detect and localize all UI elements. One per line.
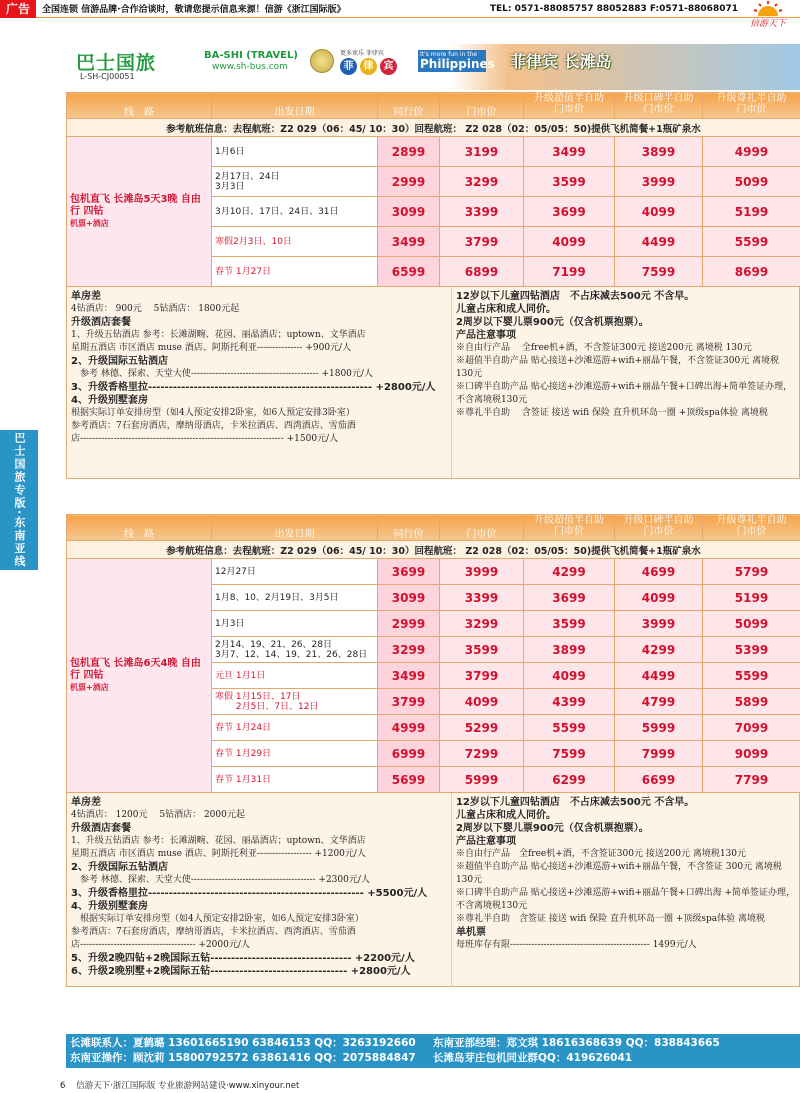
route-subtitle: 机票+酒店: [70, 218, 109, 228]
upgrade1-price: 4099: [524, 663, 615, 689]
xinyou-logo: [740, 0, 796, 36]
upgrade3-price: 8699: [703, 257, 800, 287]
note-line: 单房差: [71, 797, 101, 808]
upgrade2-price: 4099: [615, 197, 703, 227]
peer-price: 3799: [378, 689, 440, 715]
fun-philippines-logo: [418, 50, 495, 72]
note-line: 产品注意事项: [455, 330, 516, 341]
header-label: 升级口碑半自助: [623, 93, 694, 104]
peer-price: 3699: [378, 559, 440, 585]
bashi-logo: [76, 48, 298, 75]
note-line: ※自由行产品 全free机+酒，不含签证300元 接送200元 离境税 130元: [455, 343, 752, 353]
upgrade3-price: 9099: [703, 741, 800, 767]
note-line: 3、升级香格里拉---------------------------------------------------- +5500元/人: [71, 888, 428, 899]
peer-price: 4999: [378, 715, 440, 741]
footer-text: 信游天下·浙江国际版 专业旅游网站建设·www.xinyour.net: [76, 1081, 300, 1091]
date-line: 春节 1月31日: [215, 774, 272, 785]
upgrade2-price: 5999: [615, 715, 703, 741]
contact-operator: 东南亚操作：顾沈莉 15800792572 63861416 QQ：2075884847: [70, 1052, 416, 1064]
departure-date: [212, 137, 378, 167]
note-line: 升级酒店套餐: [71, 823, 131, 834]
destination-title: 菲律宾 长滩岛: [510, 52, 612, 71]
departure-date: [212, 197, 378, 227]
note-line: 根据实际订单安排房型（如4人预定安排2卧室，如6人预定安排3卧室）: [71, 408, 355, 418]
upgrade3-header: [703, 515, 800, 541]
retail-price: 4099: [440, 689, 524, 715]
note-line: 5、升级2晚四钻+2晚国际五钻---------------------------------- +2200元/人: [71, 953, 415, 964]
note-line: 12岁以下儿童四钻酒店 不占床减去500元 不含早。: [455, 797, 695, 808]
ph-char: 律: [360, 58, 377, 75]
upgrade3-header: [703, 93, 800, 119]
upgrade2-price: 4799: [615, 689, 703, 715]
peer-price: 3299: [378, 637, 440, 663]
note-line: 参考 林德、探索、天堂大使------------------------------------------ +1800元/人: [71, 369, 373, 379]
contact-tel: TEL: 0571-88085757 88052883 F:0571-88068071: [489, 3, 738, 14]
retail-price: 3799: [440, 663, 524, 689]
upgrade3-price: 5199: [703, 585, 800, 611]
date-line: 1月3日: [215, 618, 245, 629]
note-line: 2周岁以下婴儿票900元（仅含机票抱票）。: [455, 823, 649, 834]
price-table: [66, 514, 800, 793]
upgrade3-price: 5099: [703, 611, 800, 637]
top-ad-bar: [0, 0, 800, 18]
note-line: 4钻酒店： 1200元 5钻酒店： 2000元起: [71, 810, 245, 820]
product-block-5d3n: [66, 92, 800, 479]
route-label: [67, 137, 212, 287]
departure-date: [212, 741, 378, 767]
route-title: 包机直飞 长滩岛5天3晚 自由行 四钻: [70, 193, 201, 217]
flight-info: 参考航班信息：去程航班：Z2 029（06：45/ 10：30）回程航班： Z2 028（02：05/05：50)提供飞机简餐+1瓶矿泉水: [67, 541, 800, 559]
note-line: 1、升级五钻酒店 参考：长滩湖畹、花园、丽晶酒店；uptown、文华酒店: [71, 330, 366, 340]
upgrade3-price: 7799: [703, 767, 800, 793]
peer-price: 3499: [378, 663, 440, 689]
note-line: 1、升级五钻酒店 参考：长滩湖畹、花园、丽晶酒店；uptown、文华酒店: [71, 836, 366, 846]
header-label: 门市价: [554, 104, 584, 115]
peer-price: 2899: [378, 137, 440, 167]
date-line: 春节 1月27日: [215, 266, 272, 277]
departure-date: [212, 767, 378, 793]
fun-big: Philippines: [420, 57, 495, 71]
note-line: ※口碑半自助产品 贴心接送+沙滩巡游+wifi+丽晶午餐+口碑出海 +简单签证办理，不含离境税130元: [455, 888, 795, 911]
note-line: 4钻酒店： 900元 5钻酒店： 1800元起: [71, 304, 240, 314]
departure-date: [212, 585, 378, 611]
date-line: 元旦 1月1日: [215, 670, 266, 681]
note-line: 星期五酒店 市区酒店 muse 酒店、阿斯托利亚------------------ +1200元/人: [71, 849, 366, 859]
note-line: 参考酒店：7石套房酒店，摩纳哥酒店，卡米拉酒店、西湾酒店、雪茄酒: [71, 421, 356, 431]
note-line: 升级酒店套餐: [71, 317, 131, 328]
note-line: 单机票: [455, 927, 486, 938]
license-no: L-SH-CJ00051: [80, 72, 135, 81]
upgrade2-price: 7999: [615, 741, 703, 767]
upgrade2-price: 6699: [615, 767, 703, 793]
departure-date: [212, 663, 378, 689]
retail-price: 6899: [440, 257, 524, 287]
ad-text: 全国连锁 信游品牌·合作洽谈时，敬请您提示信息来源！信游《浙江国际版》: [42, 5, 346, 15]
upgrade2-price: 7599: [615, 257, 703, 287]
note-line: 2、升级国际五钻酒店: [71, 862, 168, 873]
retail-price: 3199: [440, 137, 524, 167]
retail-price: 3299: [440, 167, 524, 197]
note-line: 4、升级别墅套房: [71, 395, 148, 406]
retail-price: 3299: [440, 611, 524, 637]
ph-chars: [340, 58, 397, 75]
header-label: 升级口碑半自助: [623, 515, 694, 526]
note-line: 3、升级香格里拉------------------------------------------------------ +2800元/人: [71, 382, 436, 393]
note-line: 2周岁以下婴儿票900元（仅含机票抱票）。: [455, 317, 649, 328]
peer-price: 3099: [378, 197, 440, 227]
note-line: ※自由行产品 全free机+酒，不含签证300元 接送200元 离境税130元: [455, 849, 747, 859]
notes-section: [66, 287, 800, 479]
departure-date: [212, 637, 378, 663]
retail-price: 3799: [440, 227, 524, 257]
date-line: 2月14、19、21、26、28日: [215, 639, 332, 650]
page-footer: [60, 1079, 299, 1091]
retail-price: 5999: [440, 767, 524, 793]
upgrade1-price: 4099: [524, 227, 615, 257]
date-line: 1月8、10、2月19日、3月5日: [215, 592, 339, 603]
upgrade1-header: [524, 93, 615, 119]
retail-price: 5299: [440, 715, 524, 741]
upgrade3-price: 5099: [703, 167, 800, 197]
upgrade2-price: 3999: [615, 167, 703, 197]
route-label: [67, 559, 212, 793]
date-line: 春节 1月24日: [215, 722, 272, 733]
date-line: 12月27日: [215, 566, 256, 577]
upgrade1-price: 3599: [524, 167, 615, 197]
sun-icon: [751, 0, 785, 16]
upgrade1-price: 4399: [524, 689, 615, 715]
route-title: 包机直飞 长滩岛6天4晚 自由行 四钻: [70, 657, 201, 681]
upgrade1-price: 7599: [524, 741, 615, 767]
date-line: 2月5日、7日、12日: [215, 701, 319, 712]
peer-price: 3499: [378, 227, 440, 257]
upgrade2-price: 4299: [615, 637, 703, 663]
retail-price: 7299: [440, 741, 524, 767]
header-label: 升级超值半自助: [534, 515, 604, 526]
table-row: [67, 137, 800, 167]
upgrade2-price: 4499: [615, 227, 703, 257]
note-line: 每班库存有限---------------------------------------------- 1499元/人: [455, 940, 697, 950]
header-label: 升级超值半自助: [534, 93, 604, 104]
header-label: 升级尊礼半自助: [716, 515, 787, 526]
header-label: 门市价: [643, 526, 674, 537]
note-line: 2、升级国际五钻酒店: [71, 356, 168, 367]
hotel-upgrade-notes: [67, 287, 452, 478]
header-label: 门市价: [736, 104, 767, 115]
route-header: 线 路: [67, 515, 212, 541]
ph-char: 菲: [340, 58, 357, 75]
note-line: ※口碑半自助产品 贴心接送+沙滩巡游+wifi+丽晶午餐+口碑出海+简单签证办理，不含离境税130元: [455, 382, 793, 405]
note-line: 6、升级2晚别墅+2晚国际五钻--------------------------------- +2800元/人: [71, 966, 411, 977]
date-line: 寒假 1月15日、17日: [215, 691, 301, 702]
product-notes: [452, 287, 799, 478]
departure-date: [212, 227, 378, 257]
departure-date: [212, 257, 378, 287]
upgrade2-price: 4099: [615, 585, 703, 611]
upgrade3-price: 5399: [703, 637, 800, 663]
note-line: 店-------------------------------------- +2000元/人: [71, 940, 250, 950]
upgrade3-price: 5599: [703, 227, 800, 257]
contact-bar: [66, 1034, 800, 1068]
note-line: 12岁以下儿童四钻酒店 不占床减去500元 不含早。: [455, 291, 695, 302]
table-row: [67, 559, 800, 585]
retail-price: 3399: [440, 585, 524, 611]
departure-date: [212, 167, 378, 197]
upgrade2-header: [615, 515, 703, 541]
upgrade2-price: 3999: [615, 611, 703, 637]
upgrade2-header: [615, 93, 703, 119]
page-number: 6: [60, 1081, 66, 1091]
contact-changtan: 长滩联系人：夏鹤璐 13601665190 63846153 QQ：3263192660: [70, 1037, 416, 1049]
departure-date: [212, 715, 378, 741]
date-line: 1月6日: [215, 146, 245, 157]
date-header: 出发日期: [212, 93, 378, 119]
upgrade3-price: 7099: [703, 715, 800, 741]
note-line: 儿童占床和成人同价。: [455, 810, 556, 821]
retail-price-header: 门市价: [440, 515, 524, 541]
bashi-logo-en: BA-SHI (TRAVEL): [204, 50, 298, 61]
philippines-seal-icon: [310, 49, 334, 73]
note-line: ※尊礼半自助 含签证 接送 wifi 保险 直升机环岛一圈 +顶级spa体验 离境税: [455, 914, 765, 924]
note-line: 根据实际订单安排房型（如4人预定安排2卧室，如6人预定安排3卧室）: [71, 914, 364, 924]
date-line: 3月10日、17日、24日、31日: [215, 206, 339, 217]
departure-date: [212, 559, 378, 585]
contact-manager: 东南亚部经理：郑文琪 18616368639 QQ：838843665: [433, 1037, 720, 1049]
contact-qq-group: 长滩岛芽庄包机同业群QQ：419626041: [433, 1052, 633, 1064]
note-line: 产品注意事项: [455, 836, 516, 847]
upgrade1-header: [524, 515, 615, 541]
header-label: 门市价: [554, 526, 584, 537]
date-line: 寒假2月3日、10日: [215, 236, 292, 247]
section-side-tab: 巴士国旅专版·东南亚线: [0, 430, 38, 570]
peer-price: 2999: [378, 167, 440, 197]
note-line: 儿童占床和成人同价。: [455, 304, 556, 315]
upgrade1-price: 5599: [524, 715, 615, 741]
note-line: 单房差: [71, 291, 101, 302]
note-line: 4、升级别墅套房: [71, 901, 148, 912]
note-line: ※超值半自助产品 贴心接送+沙滩巡游+wifi+丽晶午餐，不含签证300元 离境税130元: [455, 356, 780, 379]
hotel-upgrade-notes: [67, 793, 452, 986]
peer-price: 6999: [378, 741, 440, 767]
product-notes: [452, 793, 799, 986]
route-header: 线 路: [67, 93, 212, 119]
peer-price-header: 同行价: [378, 515, 440, 541]
price-table: [66, 92, 800, 287]
ph-slogan: 更多欢乐 菲律宾: [340, 50, 384, 57]
note-line: ※超值半自助产品 贴心接送+沙滩巡游+wifi+丽晶午餐，不含签证 300元 离境税130元: [455, 862, 782, 885]
upgrade1-price: 3699: [524, 197, 615, 227]
ad-tag: 广告: [0, 0, 36, 18]
upgrade1-price: 3899: [524, 637, 615, 663]
note-line: 参考酒店：7石套房酒店，摩纳哥酒店，卡米拉酒店、西湾酒店、雪茄酒: [71, 927, 356, 937]
upgrade1-price: 3599: [524, 611, 615, 637]
route-subtitle: 机票+酒店: [70, 682, 109, 692]
peer-price: 3099: [378, 585, 440, 611]
retail-price: 3999: [440, 559, 524, 585]
product-block-6d4n: [66, 514, 800, 987]
date-line: 3月3日: [215, 181, 245, 192]
upgrade1-price: 7199: [524, 257, 615, 287]
peer-price: 6599: [378, 257, 440, 287]
bashi-logo-text: 巴士国旅: [76, 52, 157, 74]
upgrade3-price: 5599: [703, 663, 800, 689]
upgrade2-price: 3899: [615, 137, 703, 167]
upgrade1-price: 6299: [524, 767, 615, 793]
upgrade3-price: 4999: [703, 137, 800, 167]
departure-date: [212, 689, 378, 715]
date-line: 3月7、12、14、19、21、26、28日: [215, 649, 368, 660]
upgrade2-price: 4499: [615, 663, 703, 689]
upgrade2-price: 4699: [615, 559, 703, 585]
peer-price-header: 同行价: [378, 93, 440, 119]
retail-price-header: 门市价: [440, 93, 524, 119]
date-line: 春节 1月29日: [215, 748, 272, 759]
retail-price: 3399: [440, 197, 524, 227]
upgrade3-price: 5199: [703, 197, 800, 227]
notes-section: [66, 793, 800, 987]
date-header: 出发日期: [212, 515, 378, 541]
note-line: 星期五酒店 市区酒店 muse 酒店、阿斯托利亚--------------- +900元/人: [71, 343, 352, 353]
upgrade3-price: 5799: [703, 559, 800, 585]
upgrade1-price: 3499: [524, 137, 615, 167]
upgrade1-price: 3699: [524, 585, 615, 611]
fun-line: It's more fun in the: [420, 51, 478, 58]
header-label: 门市价: [736, 526, 767, 537]
header-label: 升级尊礼半自助: [716, 93, 787, 104]
flight-info: 参考航班信息：去程航班：Z2 029（06：45/ 10：30）回程航班： Z2 028（02：05/05：50)提供飞机简餐+1瓶矿泉水: [67, 119, 800, 137]
upgrade3-price: 5899: [703, 689, 800, 715]
header-label: 门市价: [643, 104, 674, 115]
peer-price: 5699: [378, 767, 440, 793]
peer-price: 2999: [378, 611, 440, 637]
note-line: 参考 林德、探索、天堂大使----------------------------------------- +2300元/人: [71, 875, 370, 885]
ph-char: 宾: [380, 58, 397, 75]
retail-price: 3599: [440, 637, 524, 663]
date-line: 2月17日、24日: [215, 171, 280, 182]
note-line: 店------------------------------------------------------------------- +1500元/人: [71, 434, 339, 444]
departure-date: [212, 611, 378, 637]
upgrade1-price: 4299: [524, 559, 615, 585]
brand-name: 信游天下: [749, 19, 786, 29]
bashi-url[interactable]: www.sh-bus.com: [212, 62, 288, 72]
note-line: ※尊礼半自助 含签证 接送 wifi 保险 直升机环岛一圈 +顶级spa体验 离境税: [455, 408, 768, 418]
